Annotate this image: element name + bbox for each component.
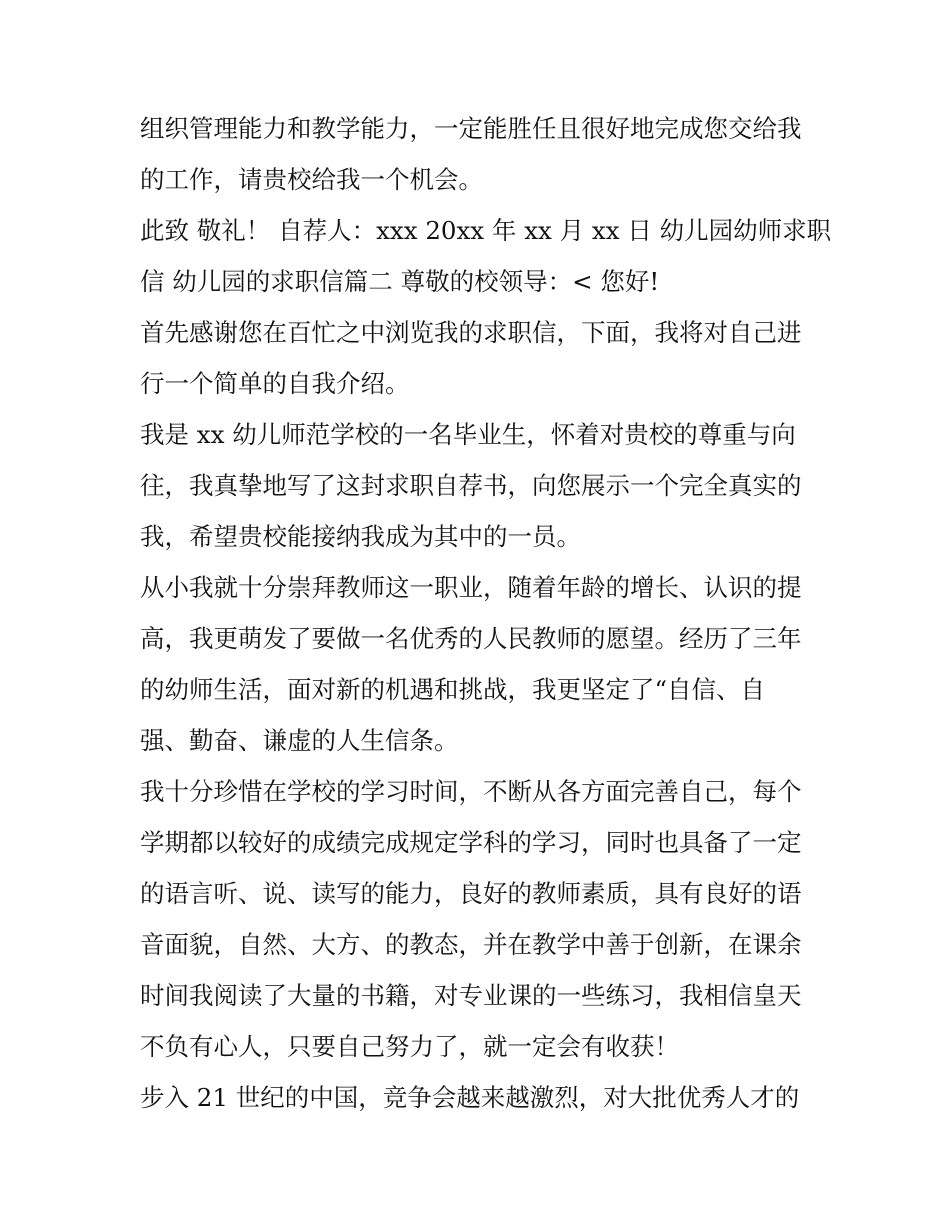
text-line: 的工作，请贵校给我一个机会。 bbox=[140, 165, 483, 194]
text-line: 时间我阅读了大量的书籍，对专业课的一些练习，我相信皇天 bbox=[140, 981, 802, 1010]
text-line: 往，我真挚地写了这封求职自荐书，向您展示一个完全真实的 bbox=[140, 471, 802, 500]
text-line: 信 幼儿园的求职信篇二 尊敬的校领导：< 您好! bbox=[140, 267, 660, 296]
text-line: 不负有心人，只要自己努力了，就一定会有收获！ bbox=[140, 1032, 679, 1061]
text-line: 音面貌，自然、大方、的教态，并在教学中善于创新，在课余 bbox=[140, 930, 802, 959]
text-line: 从小我就十分崇拜教师这一职业，随着年龄的增长、认识的提 bbox=[140, 573, 802, 602]
text-line: 强、勤奋、谦虚的人生信条。 bbox=[140, 726, 459, 755]
text-line: 组织管理能力和教学能力，一定能胜任且很好地完成您交给我 bbox=[140, 114, 802, 143]
text-line: 高，我更萌发了要做一名优秀的人民教师的愿望。经历了三年 bbox=[140, 624, 802, 653]
text-line: 此致 敬礼！ 自荐人：xxx 20xx 年 xx 月 xx 日 幼儿园幼师求职 bbox=[140, 216, 832, 245]
text-line: 行一个简单的自我介绍。 bbox=[140, 369, 410, 398]
text-line: 我，希望贵校能接纳我成为其中的一员。 bbox=[140, 522, 581, 551]
text-line: 的语言听、说、读写的能力，良好的教师素质，具有良好的语 bbox=[140, 879, 802, 908]
text-line: 步入 21 世纪的中国，竞争会越来越激烈，对大批优秀人才的 bbox=[140, 1083, 800, 1112]
text-line: 学期都以较好的成绩完成规定学科的学习，同时也具备了一定 bbox=[140, 828, 802, 857]
text-line: 的幼师生活，面对新的机遇和挑战，我更坚定了“自信、自 bbox=[140, 675, 766, 704]
text-line: 首先感谢您在百忙之中浏览我的求职信，下面，我将对自己进 bbox=[140, 318, 802, 347]
text-line: 我是 xx 幼儿师范学校的一名毕业生，怀着对贵校的尊重与向 bbox=[140, 420, 796, 449]
document-body bbox=[140, 103, 832, 1123]
text-line: 我十分珍惜在学校的学习时间，不断从各方面完善自己，每个 bbox=[140, 777, 802, 806]
